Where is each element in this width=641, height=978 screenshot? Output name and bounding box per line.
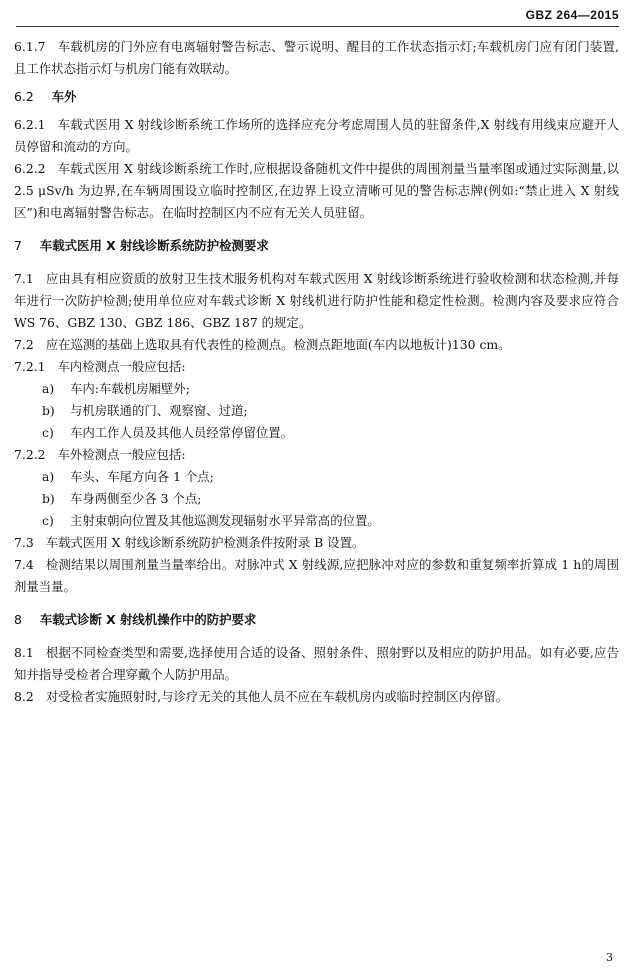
clause-text: 应由具有相应资质的放射卫生技术服务机构对车载式医用 X 射线诊断系统进行验收检测和状态检测,并每年进行一次防护检测;使用单位应对车载式诊断 X 射线机进行防护性能和稳定性检测。检测内容及要求应符合 WS 76、GBZ 130、GBZ 186、GBZ 187 的规定。 [14, 271, 619, 330]
list-marker: b) [42, 403, 55, 418]
list-item-text: 车头、车尾方向各 1 个点; [70, 469, 214, 484]
clause-number: 7.2 [14, 337, 34, 352]
list-item-text: 主射束朝向位置及其他巡测发现辐射水平异常高的位置。 [70, 513, 380, 528]
clause-8-2 [14, 686, 619, 708]
chapter-number: 8 [14, 612, 22, 627]
clause-number: 8.1 [14, 645, 34, 660]
list-marker: b) [42, 491, 55, 506]
clause-text: 车载式医用 X 射线诊断系统防护检测条件按附录 B 设置。 [45, 535, 365, 550]
clause-number: 6.1.7 [14, 39, 46, 54]
clause-text: 车内检测点一般应包括: [57, 359, 186, 374]
clause-number: 7.2.1 [14, 359, 46, 374]
clause-number: 7.3 [14, 535, 34, 550]
clause-number: 6.2.1 [14, 117, 46, 132]
clause-7-2-1 [14, 356, 619, 378]
clause-text: 车载式医用 X 射线诊断系统工作时,应根据设备随机文件中提供的周围剂量当量率图或通过实际测量,以 2.5 μSv/h 为边界,在车辆周围设立临时控制区,在边界上设立清晰可见的警告标志牌(例如:“禁止进入 X 射线区”)和电离辐射警告标志。在临时控制区内不应有无关人员驻留。 [14, 161, 619, 220]
section-heading-6-2 [14, 86, 619, 108]
chapter-title: 车载式诊断 X 射线机操作中的防护要求 [39, 612, 257, 627]
chapter-number: 7 [14, 238, 22, 253]
section-title: 车外 [51, 89, 77, 104]
list-item-text: 车内:车载机房厢壁外; [70, 381, 190, 396]
clause-text: 车载机房的门外应有电离辐射警告标志、警示说明、醒目的工作状态指示灯;车载机房门应有闭门装置,且工作状态指示灯与机房门能有效联动。 [14, 39, 619, 76]
clause-number: 7.1 [14, 271, 34, 286]
clause-number: 8.2 [14, 689, 34, 704]
chapter-title: 车载式医用 X 射线诊断系统防护检测要求 [39, 238, 269, 253]
list-marker: a) [42, 381, 55, 396]
section-number: 6.2 [14, 89, 34, 104]
list-item [42, 378, 619, 400]
clause-8-1 [14, 642, 619, 686]
header-rule [16, 26, 619, 27]
clause-6-2-1 [14, 114, 619, 158]
list-item [42, 510, 619, 532]
chapter-heading-8 [14, 609, 619, 631]
clause-7-4 [14, 554, 619, 598]
clause-number: 6.2.2 [14, 161, 46, 176]
clause-6-1-7 [14, 36, 619, 80]
list-item [42, 400, 619, 422]
clause-7-2 [14, 334, 619, 356]
clause-7-1 [14, 268, 619, 334]
clause-text: 根据不同检查类型和需要,选择使用合适的设备、照射条件、照射野以及相应的防护用品。如有必要,应告知并指导受检者合理穿戴个人防护用品。 [14, 645, 619, 682]
clause-number: 7.2.2 [14, 447, 46, 462]
chapter-heading-7 [14, 235, 619, 257]
page-number: 3 [606, 951, 613, 964]
clause-7-3 [14, 532, 619, 554]
clause-6-2-2 [14, 158, 619, 224]
list-marker: c) [42, 425, 54, 440]
clause-text: 车外检测点一般应包括: [57, 447, 186, 462]
list-item-text: 车内工作人员及其他人员经常停留位置。 [70, 425, 294, 440]
list-marker: c) [42, 513, 54, 528]
clause-7-2-2 [14, 444, 619, 466]
clause-text: 检测结果以周围剂量当量率给出。对脉冲式 X 射线源,应把脉冲对应的参数和重复频率折算成 1 h的周围剂量当量。 [14, 557, 619, 594]
list-item [42, 466, 619, 488]
standard-code: GBZ 264—2015 [525, 8, 619, 22]
list-item-text: 与机房联通的门、观察窗、过道; [70, 403, 248, 418]
list-item-text: 车身两侧至少各 3 个点; [70, 491, 202, 506]
list-marker: a) [42, 469, 55, 484]
list-item [42, 422, 619, 444]
clause-number: 7.4 [14, 557, 34, 572]
clause-text: 对受检者实施照射时,与诊疗无关的其他人员不应在车载机房内或临时控制区内停留。 [45, 689, 509, 704]
document-body [14, 36, 619, 708]
clause-text: 应在巡测的基础上选取具有代表性的检测点。检测点距地面(车内以地板计)130 cm。 [45, 337, 511, 352]
clause-text: 车载式医用 X 射线诊断系统工作场所的选择应充分考虑周围人员的驻留条件,X 射线有用线束应避开人员停留和流动的方向。 [14, 117, 619, 154]
list-item [42, 488, 619, 510]
